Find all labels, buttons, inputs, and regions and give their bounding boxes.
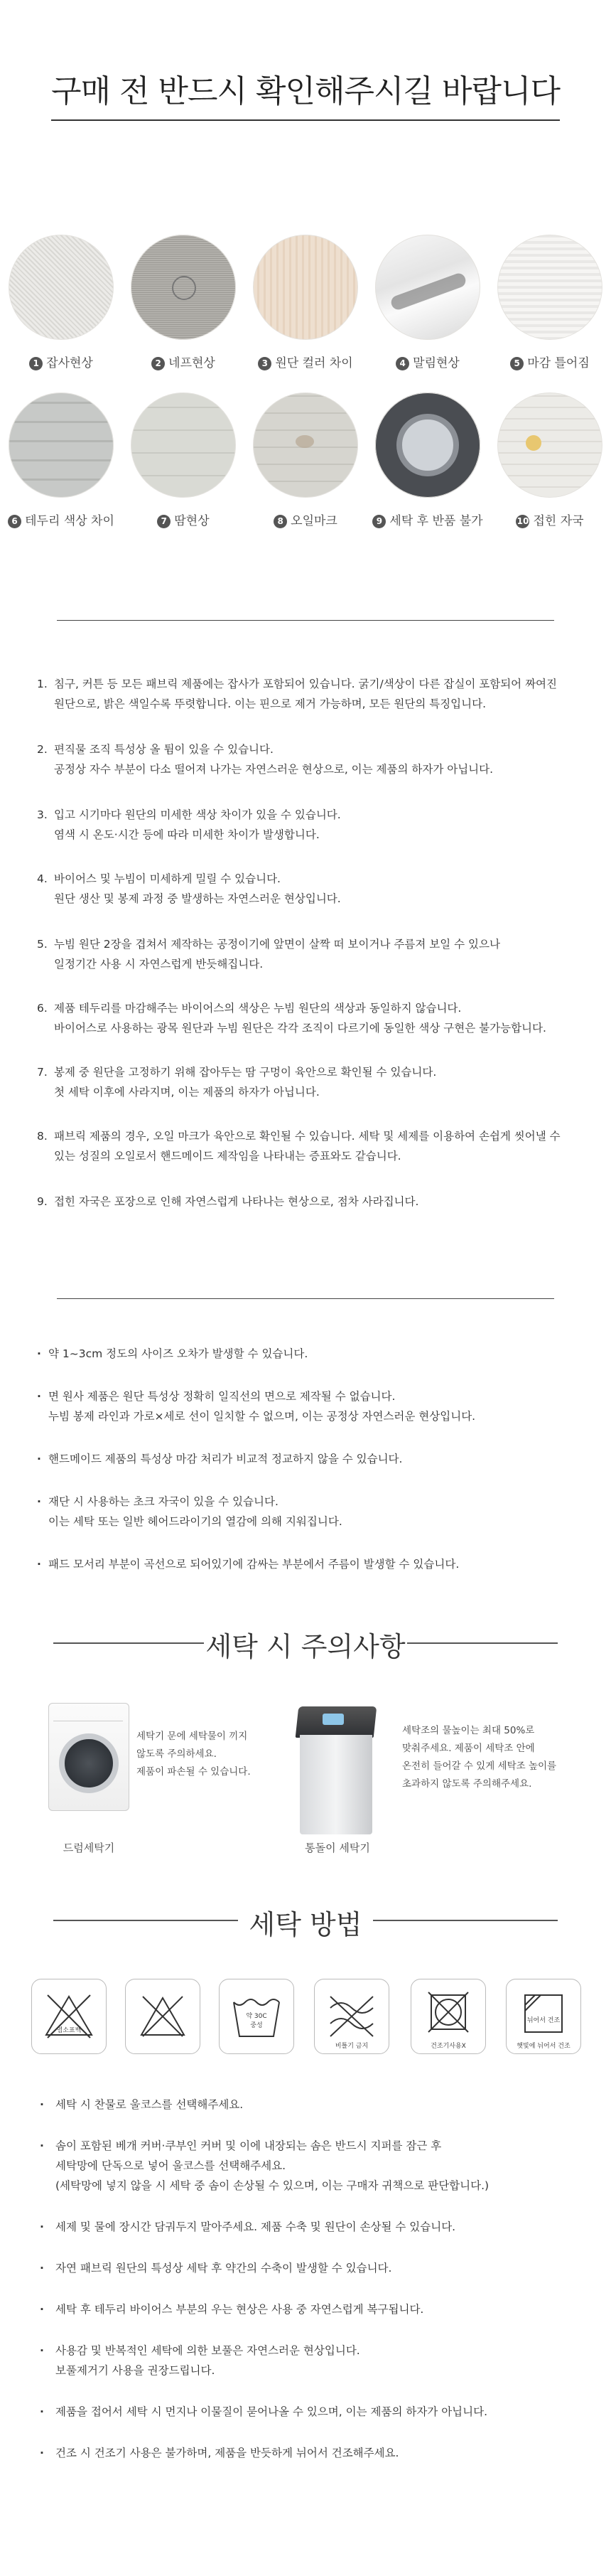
list-item: 5. 누빔 원단 2장을 겹쳐서 제작하는 공정이기에 앞면이 살짝 떠 보이거나 주름져 보일 수 있으나 일정기간 사용 시 자연스럽게 반듯해집니다. — [37, 938, 500, 971]
list-item: · 패드 모서리 부분이 곡선으로 되어있기에 감싸는 부분에서 주름이 발생할 수 있습니다. — [37, 1554, 588, 1574]
defect-label: 오일마크 — [291, 514, 337, 528]
no-iron-icon — [125, 1979, 200, 2054]
number-badge: 4 — [396, 357, 409, 370]
top-loader-caution-text: 세탁조의 물높이는 최대 50%로 맞춰주세요. 제품이 세탁조 안에 온전히 들어갈 수 있게 세탁조 높이를 초과하지 않도록 주의해주세요. — [402, 1725, 557, 1790]
list-item: · 재단 시 사용하는 초크 자국이 있을 수 있습니다. 이는 세탁 또는 일반 헤어드라이기의 열감에 의해 지워집니다. — [37, 1492, 588, 1532]
section-title: 세탁 시 주의사항 — [205, 1631, 406, 1662]
fabric-photo — [253, 235, 358, 340]
defect-item — [122, 235, 244, 370]
list-item: · 제품을 접어서 세탁 시 먼지나 이물질이 묻어나올 수 있으며, 이는 제품의 하자가 아닙니다. — [37, 2402, 595, 2422]
section-title: 세탁 방법 — [249, 1909, 362, 1940]
number-badge: 9 — [372, 515, 386, 528]
list-item: 7. 봉제 중 원단을 고정하기 위해 잡아두는 땀 구멍이 육안으로 확인될 수 있습니다. 첫 세탁 이후에 사라지며, 이는 제품의 하자가 아닙니다. — [37, 1066, 437, 1099]
no-tumble-dry-icon: 건조기사용X — [411, 1979, 486, 2054]
section-divider — [57, 620, 554, 621]
fabric-photo — [9, 392, 114, 498]
defect-label: 세탁 후 반품 불가 — [389, 514, 483, 528]
list-item: 9. 접힌 자국은 포장으로 인해 자연스럽게 나타나는 현상으로, 점차 사라집니다. — [37, 1195, 419, 1208]
number-badge: 7 — [157, 515, 171, 528]
top-loader-label: 통돌이 세탁기 — [305, 1842, 370, 1854]
defect-item — [0, 392, 122, 528]
list-item: · 면 원사 제품은 원단 특성상 정확히 일직선의 면으로 제작될 수 없습니다. 누빔 봉제 라인과 가로×세로 선이 일치할 수 없으며, 이는 공정상 자연스러운 현상입니다. — [37, 1386, 588, 1426]
washing-machine-photo — [375, 392, 480, 498]
drum-caution-text: 세탁기 문에 세탁물이 끼지 않도록 주의하세요. 제품이 파손될 수 있습니다. — [136, 1731, 251, 1778]
list-item: 1. 침구, 커튼 등 모든 패브릭 제품에는 잡사가 포함되어 있습니다. 굵기/색상이 다른 잡실이 포함되어 짜여진 원단으로, 밝은 색일수록 뚜렷합니다. 이는 핀으로 제거 가능하며, 모든 원단의 특징입니다. — [37, 678, 557, 710]
list-item: · 세탁 시 찬물로 울코스를 선택해주세요. — [37, 2095, 595, 2115]
defect-label: 테두리 색상 차이 — [25, 514, 114, 528]
fabric-photo — [131, 235, 236, 340]
drum-washer-icon — [48, 1703, 129, 1811]
number-badge: 8 — [274, 515, 287, 528]
number-badge: 10 — [516, 515, 529, 528]
defect-label: 접힌 자국 — [533, 514, 584, 528]
drum-washer-label: 드럼세탁기 — [63, 1842, 115, 1854]
fabric-photo — [9, 235, 114, 340]
number-badge: 2 — [151, 357, 165, 370]
list-item: 2. 편직물 조직 특성상 올 튐이 있을 수 있습니다. 공정상 자수 부분이 다소 떨어져 나가는 자연스러운 현상으로, 이는 제품의 하자가 아닙니다. — [37, 743, 494, 776]
defect-item — [0, 235, 122, 370]
defect-label: 말림현상 — [413, 356, 460, 370]
number-badge: 5 — [510, 357, 524, 370]
wash-30-icon: 약 30C 중성 — [219, 1979, 294, 2054]
list-item: · 자연 패브릭 원단의 특성상 세탁 후 약간의 수축이 발생할 수 있습니다. — [37, 2258, 595, 2278]
list-item: 4. 바이어스 및 누빔이 미세하게 밀릴 수 있습니다. 원단 생산 및 봉제 과정 중 발생하는 자연스러운 현상입니다. — [37, 872, 341, 905]
title-rule-right — [407, 1642, 558, 1644]
defect-item — [489, 392, 611, 528]
defect-item — [367, 235, 489, 370]
number-badge: 1 — [29, 357, 43, 370]
list-item: 6. 제품 테두리를 마감해주는 바이어스의 색상은 누빔 원단의 색상과 동일하지 않습니다. 바이어스로 사용하는 광목 원단과 누빔 원단은 각각 조직이 다르기에 동일한 색상 구현은 불가능합니다. — [37, 1002, 546, 1035]
list-item: · 세제 및 물에 장시간 담궈두지 말아주세요. 제품 수축 및 원단이 손상될 수 있습니다. — [37, 2217, 595, 2237]
list-item: · 세탁 후 테두리 바이어스 부분의 우는 현상은 사용 중 자연스럽게 복구됩니다. — [37, 2299, 595, 2319]
number-badge: 3 — [258, 357, 271, 370]
defect-item — [122, 392, 244, 528]
list-item: 3. 입고 시기마다 원단의 미세한 색상 차이가 있을 수 있습니다. 염색 시 온도·시간 등에 따라 미세한 차이가 발생합니다. — [37, 808, 341, 841]
fabric-photo — [497, 235, 602, 340]
list-item: · 솜이 포함된 베개 커버·쿠부인 커버 및 이에 내장되는 솜은 반드시 지퍼를 잠근 후 세탁망에 단독으로 넣어 울코스를 선택해주세요. (세탁망에 넣지 않을 시 세탁 중 솜이 손상될 수 있으며, 이는 구매자 귀책으로 판단합니다.) — [37, 2136, 595, 2196]
list-item: · 건조 시 건조기 사용은 불가하며, 제품을 반듯하게 뉘어서 건조해주세요. — [37, 2443, 595, 2463]
defect-label: 마감 틀어짐 — [527, 356, 590, 370]
no-bleach-icon: 염소표백 — [31, 1979, 107, 2054]
fabric-photo — [375, 235, 480, 340]
number-badge: 6 — [8, 515, 21, 528]
fabric-photo — [497, 392, 602, 498]
defect-label: 원단 컬러 차이 — [275, 356, 353, 370]
title-rule-right — [373, 1920, 558, 1921]
title-divider — [51, 119, 560, 121]
defect-item — [489, 235, 611, 370]
fabric-photo — [131, 392, 236, 498]
defect-item — [244, 235, 367, 370]
list-item: · 핸드메이드 제품의 특성상 마감 처리가 비교적 정교하지 않을 수 있습니다. — [37, 1449, 588, 1469]
defect-label: 네프현상 — [168, 356, 215, 370]
defect-label: 땀현상 — [174, 514, 210, 528]
list-item: 8. 패브릭 제품의 경우, 오일 마크가 육안으로 확인될 수 있습니다. 세탁 및 세제를 이용하여 손쉽게 씻어낼 수 있는 성질의 오일로서 핸드메이드 제작임을 나타내는 증표와도 같습니다. — [37, 1130, 561, 1163]
defect-label: 잡사현상 — [46, 356, 93, 370]
defect-item — [367, 392, 489, 528]
list-item: · 사용감 및 반복적인 세탁에 의한 보풀은 자연스러운 현상입니다. 보풀제거기 사용을 권장드립니다. — [37, 2341, 595, 2380]
flat-dry-shade-icon: 뉘어서 건조 햇빛에 뉘어서 건조 — [506, 1979, 581, 2054]
top-loader-icon — [297, 1706, 375, 1834]
fabric-photo — [253, 392, 358, 498]
page-title: 구매 전 반드시 확인해주시길 바랍니다 — [50, 73, 560, 109]
section-divider — [57, 1298, 554, 1299]
no-wring-icon: 비틀기 금지 — [314, 1979, 389, 2054]
defect-item — [244, 392, 367, 528]
list-item: · 약 1~3cm 정도의 사이즈 오차가 발생할 수 있습니다. — [37, 1344, 588, 1364]
